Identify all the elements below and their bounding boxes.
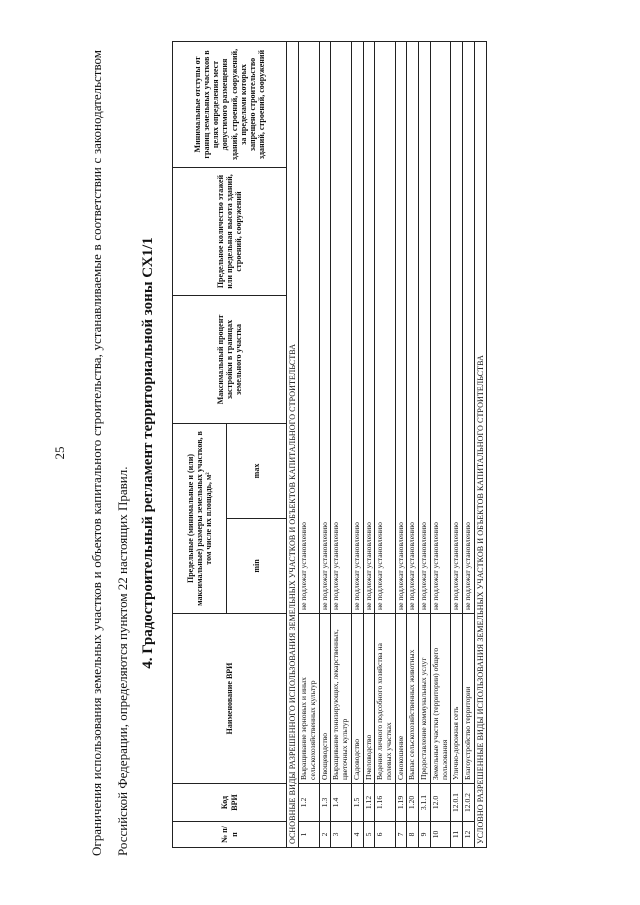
- row-value: не подлежат установлению: [419, 42, 431, 614]
- row-number: 5: [363, 822, 375, 848]
- row-name: Предоставление коммунальных услуг: [419, 614, 431, 784]
- row-number: 12: [462, 822, 474, 848]
- row-value: не подлежат установлению: [375, 42, 395, 614]
- row-number: 9: [419, 822, 431, 848]
- row-name: Выпас сельскохозяйственных животных: [407, 614, 419, 784]
- row-number: 3: [331, 822, 351, 848]
- row-code: 1.2: [299, 784, 319, 822]
- row-name: Пчеловодство: [363, 614, 375, 784]
- row-code: 1.20: [407, 784, 419, 822]
- row-name: Выращивание тонизирующих, лекарственных, цветочных культур: [331, 614, 351, 784]
- row-name: Ведение личного подсобного хозяйства на полевых участках: [375, 614, 395, 784]
- row-number: 1: [299, 822, 319, 848]
- row-code: 1.19: [395, 784, 407, 822]
- row-name: Овощеводство: [319, 614, 331, 784]
- table-row: [419, 42, 431, 848]
- row-name: Улично-дорожная сеть: [451, 614, 463, 784]
- table-row: [395, 42, 407, 848]
- header-max: max: [227, 424, 287, 519]
- row-value: не подлежат установлению: [430, 42, 450, 614]
- row-name: Сенокошение: [395, 614, 407, 784]
- row-name: Садоводство: [351, 614, 363, 784]
- row-number: 6: [375, 822, 395, 848]
- group-conditional-label: УСЛОВНО РАЗРЕШЕННЫЕ ВИДЫ ИСПОЛЬЗОВАНИЯ ЗЕМЕЛЬНЫХ УЧАСТКОВ И ОБЪЕКТОВ КАПИТАЛЬНОГО СТРОИТЕЛЬСТВА: [474, 42, 486, 848]
- page-number: 25: [52, 446, 67, 460]
- group-main-label: ОСНОВНЫЕ ВИДЫ РАЗРЕШЕННОГО ИСПОЛЬЗОВАНИЯ ЗЕМЕЛЬНЫХ УЧАСТКОВ И ОБЪЕКТОВ КАПИТАЛЬНОГО СТРОИТЕЛЬСТВА: [287, 42, 299, 848]
- row-value: не подлежат установлению: [319, 42, 331, 614]
- header-num: № п/п: [173, 822, 287, 848]
- row-value: не подлежат установлению: [299, 42, 319, 614]
- row-code: 12.0.2: [462, 784, 474, 822]
- row-name: Земельные участки (территории) общего пользования: [430, 614, 450, 784]
- row-code: 12.0: [430, 784, 450, 822]
- row-value: не подлежат установлению: [407, 42, 419, 614]
- row-code: 1.16: [375, 784, 395, 822]
- table-row: [375, 42, 395, 848]
- row-code: 1.4: [331, 784, 351, 822]
- row-number: 8: [407, 822, 419, 848]
- row-number: 10: [430, 822, 450, 848]
- table-row: [299, 42, 319, 848]
- table-row: [407, 42, 419, 848]
- section-title: 4. Градостроительный регламент территориальной зоны СХ1/1: [140, 237, 156, 669]
- header-min: min: [227, 519, 287, 614]
- row-number: 11: [451, 822, 463, 848]
- row-number: 7: [395, 822, 407, 848]
- table-row: [351, 42, 363, 848]
- row-number: 4: [351, 822, 363, 848]
- row-value: не подлежат установлению: [351, 42, 363, 614]
- intro-paragraph: Ограничения использования земельных участков и объектов капитального строительства, устанавливаемые в соответствии с законодательством Российской Федерации, определяются пунктом 22 настоящих Правил.: [89, 50, 130, 856]
- row-code: 1.3: [319, 784, 331, 822]
- table-row: [319, 42, 331, 848]
- row-code: 1.5: [351, 784, 363, 822]
- header-floors: Предельное количество этажей или предельная высота зданий, строений, сооружений: [173, 168, 287, 296]
- row-value: не подлежат установлению: [363, 42, 375, 614]
- table-row: [430, 42, 450, 848]
- row-number: 2: [319, 822, 331, 848]
- row-value: не подлежат установлению: [451, 42, 463, 614]
- row-name: Выращивание зерновых и иных сельскохозяйственных культур: [299, 614, 319, 784]
- regulation-table: [172, 41, 487, 848]
- header-code: Код ВРИ: [173, 784, 287, 822]
- row-value: не подлежат установлению: [331, 42, 351, 614]
- table-row: [363, 42, 375, 848]
- table-row: [331, 42, 351, 848]
- header-setbacks: Минимальные отступы от границ земельных участков в целях определения мест допустимого размещения зданий, строений, сооружений, за пределами которых запрещено строительство зданий, строений, сооружений: [173, 42, 287, 168]
- row-value: не подлежат установлению: [462, 42, 474, 614]
- header-name: Наименование ВРИ: [173, 614, 287, 784]
- table-row: [451, 42, 463, 848]
- table-row: [462, 42, 474, 848]
- row-code: 3.1.1: [419, 784, 431, 822]
- header-percent: Максимальный процент застройки в границах земельного участка: [173, 296, 287, 424]
- row-code: 1.12: [363, 784, 375, 822]
- header-sizes: Предельные (минимальные и (или) максимальные) размеры земельных участков, в том числе их площадь, м²: [173, 424, 227, 614]
- row-name: Благоустройство территории: [462, 614, 474, 784]
- document-page: [40, 28, 630, 878]
- row-code: 12.0.1: [451, 784, 463, 822]
- row-value: не подлежат установлению: [395, 42, 407, 614]
